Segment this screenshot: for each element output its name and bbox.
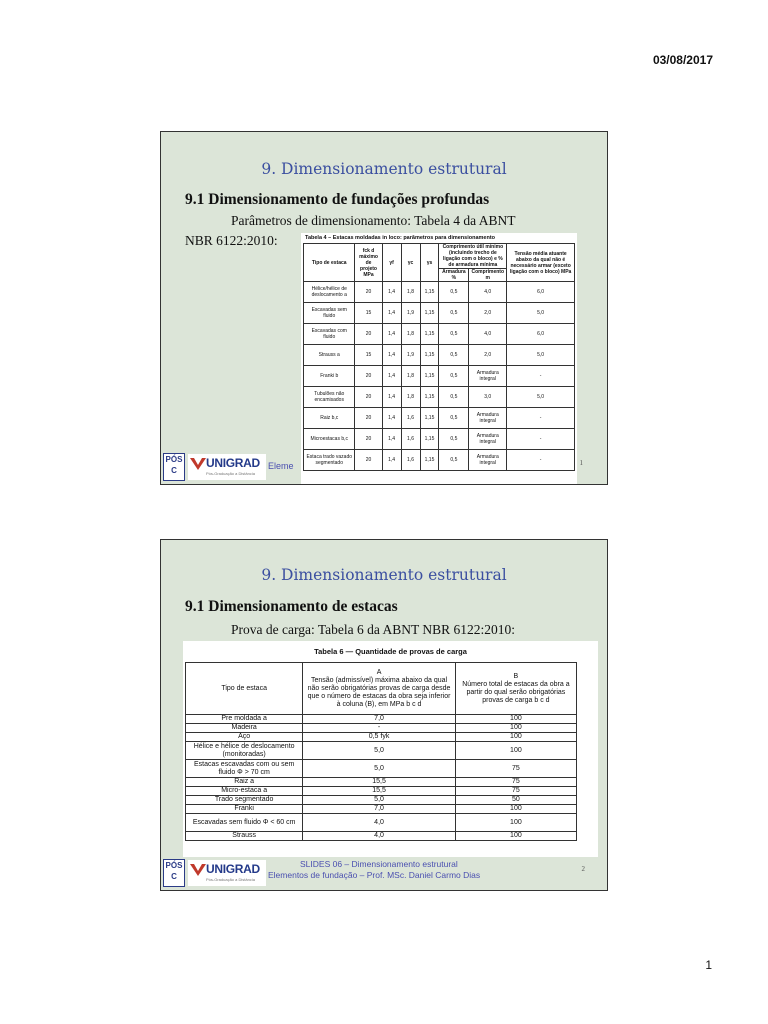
table-row	[304, 387, 575, 408]
table-cell: Armadura integral	[469, 450, 507, 471]
unigrad-logo	[188, 860, 266, 886]
header-gamma-c: γc	[401, 244, 420, 282]
table-cell: 6,0	[507, 324, 575, 345]
table-cell: 1,4	[382, 282, 401, 303]
table-cell: 0,5	[439, 282, 469, 303]
header-armadura: Armadura %	[439, 269, 469, 282]
table-cell: 5,0	[507, 387, 575, 408]
table-cell: 4,0	[303, 832, 455, 841]
row-label: Hélice/hélice de deslocamento a	[304, 282, 355, 303]
table-cell: -	[507, 429, 575, 450]
unigrad-logo-text: UNIGRAD	[206, 456, 260, 470]
slide-1	[160, 131, 608, 485]
table-cell: 4,0	[469, 282, 507, 303]
table-row	[186, 724, 577, 733]
table-cell: 1,15	[420, 387, 439, 408]
table-row	[186, 778, 577, 787]
table-cell: 4,0	[469, 324, 507, 345]
table-cell: 2,0	[469, 345, 507, 366]
table-cell: 1,4	[382, 408, 401, 429]
slide-subtitle: 9.1 Dimensionamento de fundações profundas	[185, 191, 490, 208]
table-cell: 5,0	[507, 303, 575, 324]
table-cell: 20	[355, 387, 382, 408]
row-label: Pre moldada a	[186, 715, 303, 724]
slide-2	[160, 539, 608, 891]
row-label: Hélice e hélice de deslocamento (monitoradas)	[186, 742, 303, 760]
header-b-text: Número total de estacas da obra a partir do qual serão obrigatórias provas de carga b c d	[462, 680, 570, 704]
table-cell: 1,15	[420, 324, 439, 345]
table-cell: 0,5 fyk	[303, 733, 455, 742]
table-cell: -	[507, 408, 575, 429]
table-cell: 15	[355, 303, 382, 324]
unigrad-mark-icon	[190, 862, 206, 878]
table-cell: 1,15	[420, 408, 439, 429]
table-cell: 1,6	[401, 450, 420, 471]
table-cell: 0,5	[439, 387, 469, 408]
table-cell: 100	[455, 805, 576, 814]
table-row	[304, 408, 575, 429]
table-cell: 1,4	[382, 324, 401, 345]
table-cell: 2,0	[469, 303, 507, 324]
table-cell: 0,5	[439, 324, 469, 345]
table-cell: 1,15	[420, 366, 439, 387]
header-tensao: Tensão média atuante abaixo da qual não é necessário armar (exceto ligação com o bloco) MPa	[507, 244, 575, 282]
table-row	[304, 366, 575, 387]
table-cell: 1,6	[401, 408, 420, 429]
table-cell: 15,5	[303, 787, 455, 796]
unigrad-mark-icon	[190, 456, 206, 472]
table-cell: 1,15	[420, 450, 439, 471]
row-label: Escavadas sem fluido	[304, 303, 355, 324]
table-cell: 5,0	[303, 742, 455, 760]
slide-footer	[161, 856, 607, 890]
pos-logo-text: PÓS	[165, 455, 183, 464]
table-cell: 20	[355, 282, 382, 303]
table-cell: 100	[455, 832, 576, 841]
header-gamma-s: γs	[420, 244, 439, 282]
table-row	[186, 796, 577, 805]
table-cell: 20	[355, 324, 382, 345]
table-6	[183, 641, 598, 857]
table-cell: 20	[355, 450, 382, 471]
slide-text-line-2: NBR 6122:2010:	[185, 233, 278, 248]
table-cell: 1,4	[382, 429, 401, 450]
header-b	[455, 663, 576, 715]
row-label: Raiz b,c	[304, 408, 355, 429]
table-cell: 1,8	[401, 282, 420, 303]
table-caption: Tabela 4 – Estacas moldadas in loco: parâmetros para dimensionamento	[305, 235, 496, 241]
slide-subtitle: 9.1 Dimensionamento de estacas	[185, 598, 398, 615]
table-cell: 1,9	[401, 345, 420, 366]
table-cell: 75	[455, 778, 576, 787]
row-label: Escavadas sem fluido Φ < 60 cm	[186, 814, 303, 832]
table-cell: 75	[455, 787, 576, 796]
table-cell: 100	[455, 733, 576, 742]
table-row	[186, 742, 577, 760]
table-cell: 75	[455, 760, 576, 778]
table-cell: 6,0	[507, 282, 575, 303]
unigrad-logo-text: UNIGRAD	[206, 862, 260, 876]
table-cell: 3,0	[469, 387, 507, 408]
table-row	[186, 814, 577, 832]
table-row	[186, 760, 577, 778]
table-cell: 100	[455, 742, 576, 760]
table-4	[301, 233, 577, 485]
header-tipo: Tipo de estaca	[186, 663, 303, 715]
table-cell: 15,5	[303, 778, 455, 787]
row-label: Estacas escavadas com ou sem fluido Φ > 70 cm	[186, 760, 303, 778]
slide-text-line-1: Prova de carga: Tabela 6 da ABNT NBR 6122:2010:	[231, 622, 516, 637]
table-cell: 1,4	[382, 450, 401, 471]
header-b-label: B	[513, 672, 519, 680]
row-label: Micro-estaca a	[186, 787, 303, 796]
table-cell: 0,5	[439, 408, 469, 429]
table-row	[186, 787, 577, 796]
slide-footer	[161, 450, 607, 484]
table-row	[304, 324, 575, 345]
table-cell: 0,5	[439, 345, 469, 366]
table-cell: 4,0	[303, 814, 455, 832]
row-label: Microestacas b,c	[304, 429, 355, 450]
table-cell: 1,15	[420, 345, 439, 366]
table-row	[186, 733, 577, 742]
table-cell: -	[303, 724, 455, 733]
header-a	[303, 663, 455, 715]
table-row	[186, 832, 577, 841]
table-row	[304, 303, 575, 324]
table-cell: 7,0	[303, 805, 455, 814]
table-cell: 1,4	[382, 345, 401, 366]
table-cell: 50	[455, 796, 576, 805]
table-cell: 100	[455, 724, 576, 733]
slide-title: 9. Dimensionamento estrutural	[261, 566, 507, 584]
pos-logo: PÓS C	[163, 859, 185, 887]
page-number: 1	[705, 958, 712, 972]
row-label: Franki	[186, 805, 303, 814]
table-cell: 1,15	[420, 282, 439, 303]
table-cell: 1,15	[420, 303, 439, 324]
table-cell: 1,15	[420, 429, 439, 450]
pos-logo-text: PÓS	[165, 861, 183, 870]
page-date: 03/08/2017	[652, 53, 713, 67]
header-gamma-f: γf	[382, 244, 401, 282]
table-cell: Armadura integral	[469, 366, 507, 387]
footer-text-line-2: Elementos de fundação – Prof. MSc. Daniel Carmo Dias	[268, 870, 481, 880]
table-caption: Tabela 6 — Quantidade de provas de carga	[314, 647, 467, 656]
unigrad-logo	[188, 454, 266, 480]
header-fck: fck d máximo de projeto MPa	[355, 244, 382, 282]
table-cell: 1,6	[401, 429, 420, 450]
table-row	[186, 715, 577, 724]
table-row	[186, 805, 577, 814]
table-cell: 1,4	[382, 303, 401, 324]
table-cell: Armadura integral	[469, 408, 507, 429]
row-label: Aço	[186, 733, 303, 742]
table-cell: Armadura integral	[469, 429, 507, 450]
table-cell: 0,5	[439, 303, 469, 324]
slide-title: 9. Dimensionamento estrutural	[261, 160, 507, 178]
row-label: Madeira	[186, 724, 303, 733]
table-cell: 100	[455, 814, 576, 832]
row-label: Tubulões não encamisados	[304, 387, 355, 408]
slide-number: 1	[579, 459, 583, 467]
header-a-label: A	[376, 668, 382, 676]
header-comprimento-m: Comprimento m	[469, 269, 507, 282]
table-cell: 1,8	[401, 324, 420, 345]
slide-text-line-1: Parâmetros de dimensionamento: Tabela 4 da ABNT	[231, 213, 516, 228]
footer-text-line-2: Eleme	[268, 461, 294, 471]
row-label: Estaca trado vazado segmentado	[304, 450, 355, 471]
table-row	[304, 345, 575, 366]
header-a-text: Tensão (admissível) máxima abaixo da qual não serão obrigatórias provas de carga desde que o número de estacas da obra seja inferior à coluna (B), em MPa b c d	[307, 676, 451, 708]
table-cell: 7,0	[303, 715, 455, 724]
table-cell: 1,4	[382, 387, 401, 408]
pos-logo: PÓS C	[163, 453, 185, 481]
table-cell: 100	[455, 715, 576, 724]
table-cell: -	[507, 366, 575, 387]
table-cell: 15	[355, 345, 382, 366]
table-cell: 20	[355, 366, 382, 387]
table-row	[304, 282, 575, 303]
row-label: Strauss a	[304, 345, 355, 366]
table-row	[304, 429, 575, 450]
row-label: Escavadas com fluido	[304, 324, 355, 345]
table-cell: 5,0	[507, 345, 575, 366]
header-tipo: Tipo de estaca	[304, 244, 355, 282]
row-label: Trado segmentado	[186, 796, 303, 805]
table-cell: 5,0	[303, 796, 455, 805]
table-cell: 20	[355, 408, 382, 429]
table-cell: 5,0	[303, 760, 455, 778]
unigrad-tagline: Pós-Graduação a Distância	[206, 471, 255, 476]
table-cell: 1,4	[382, 366, 401, 387]
table-cell: 1,8	[401, 387, 420, 408]
table-cell: 1,8	[401, 366, 420, 387]
slide-number: 2	[581, 865, 585, 873]
table-cell: 1,9	[401, 303, 420, 324]
footer-text-line-1: SLIDES 06 – Dimensionamento estrutural	[300, 859, 458, 869]
load-tests-table	[185, 662, 577, 841]
row-label: Raiz a	[186, 778, 303, 787]
table-cell: 0,5	[439, 429, 469, 450]
table-cell: 20	[355, 429, 382, 450]
header-comprimento: Comprimento útil mínimo (incluindo trecho de ligação com o bloco) e % de armadura mínima	[439, 244, 507, 269]
parameters-table	[303, 243, 575, 471]
row-label: Franki b	[304, 366, 355, 387]
table-cell: 0,5	[439, 450, 469, 471]
table-cell: -	[507, 450, 575, 471]
table-cell: 0,5	[439, 366, 469, 387]
unigrad-tagline: Pós-Graduação a Distância	[206, 877, 255, 882]
row-label: Strauss	[186, 832, 303, 841]
